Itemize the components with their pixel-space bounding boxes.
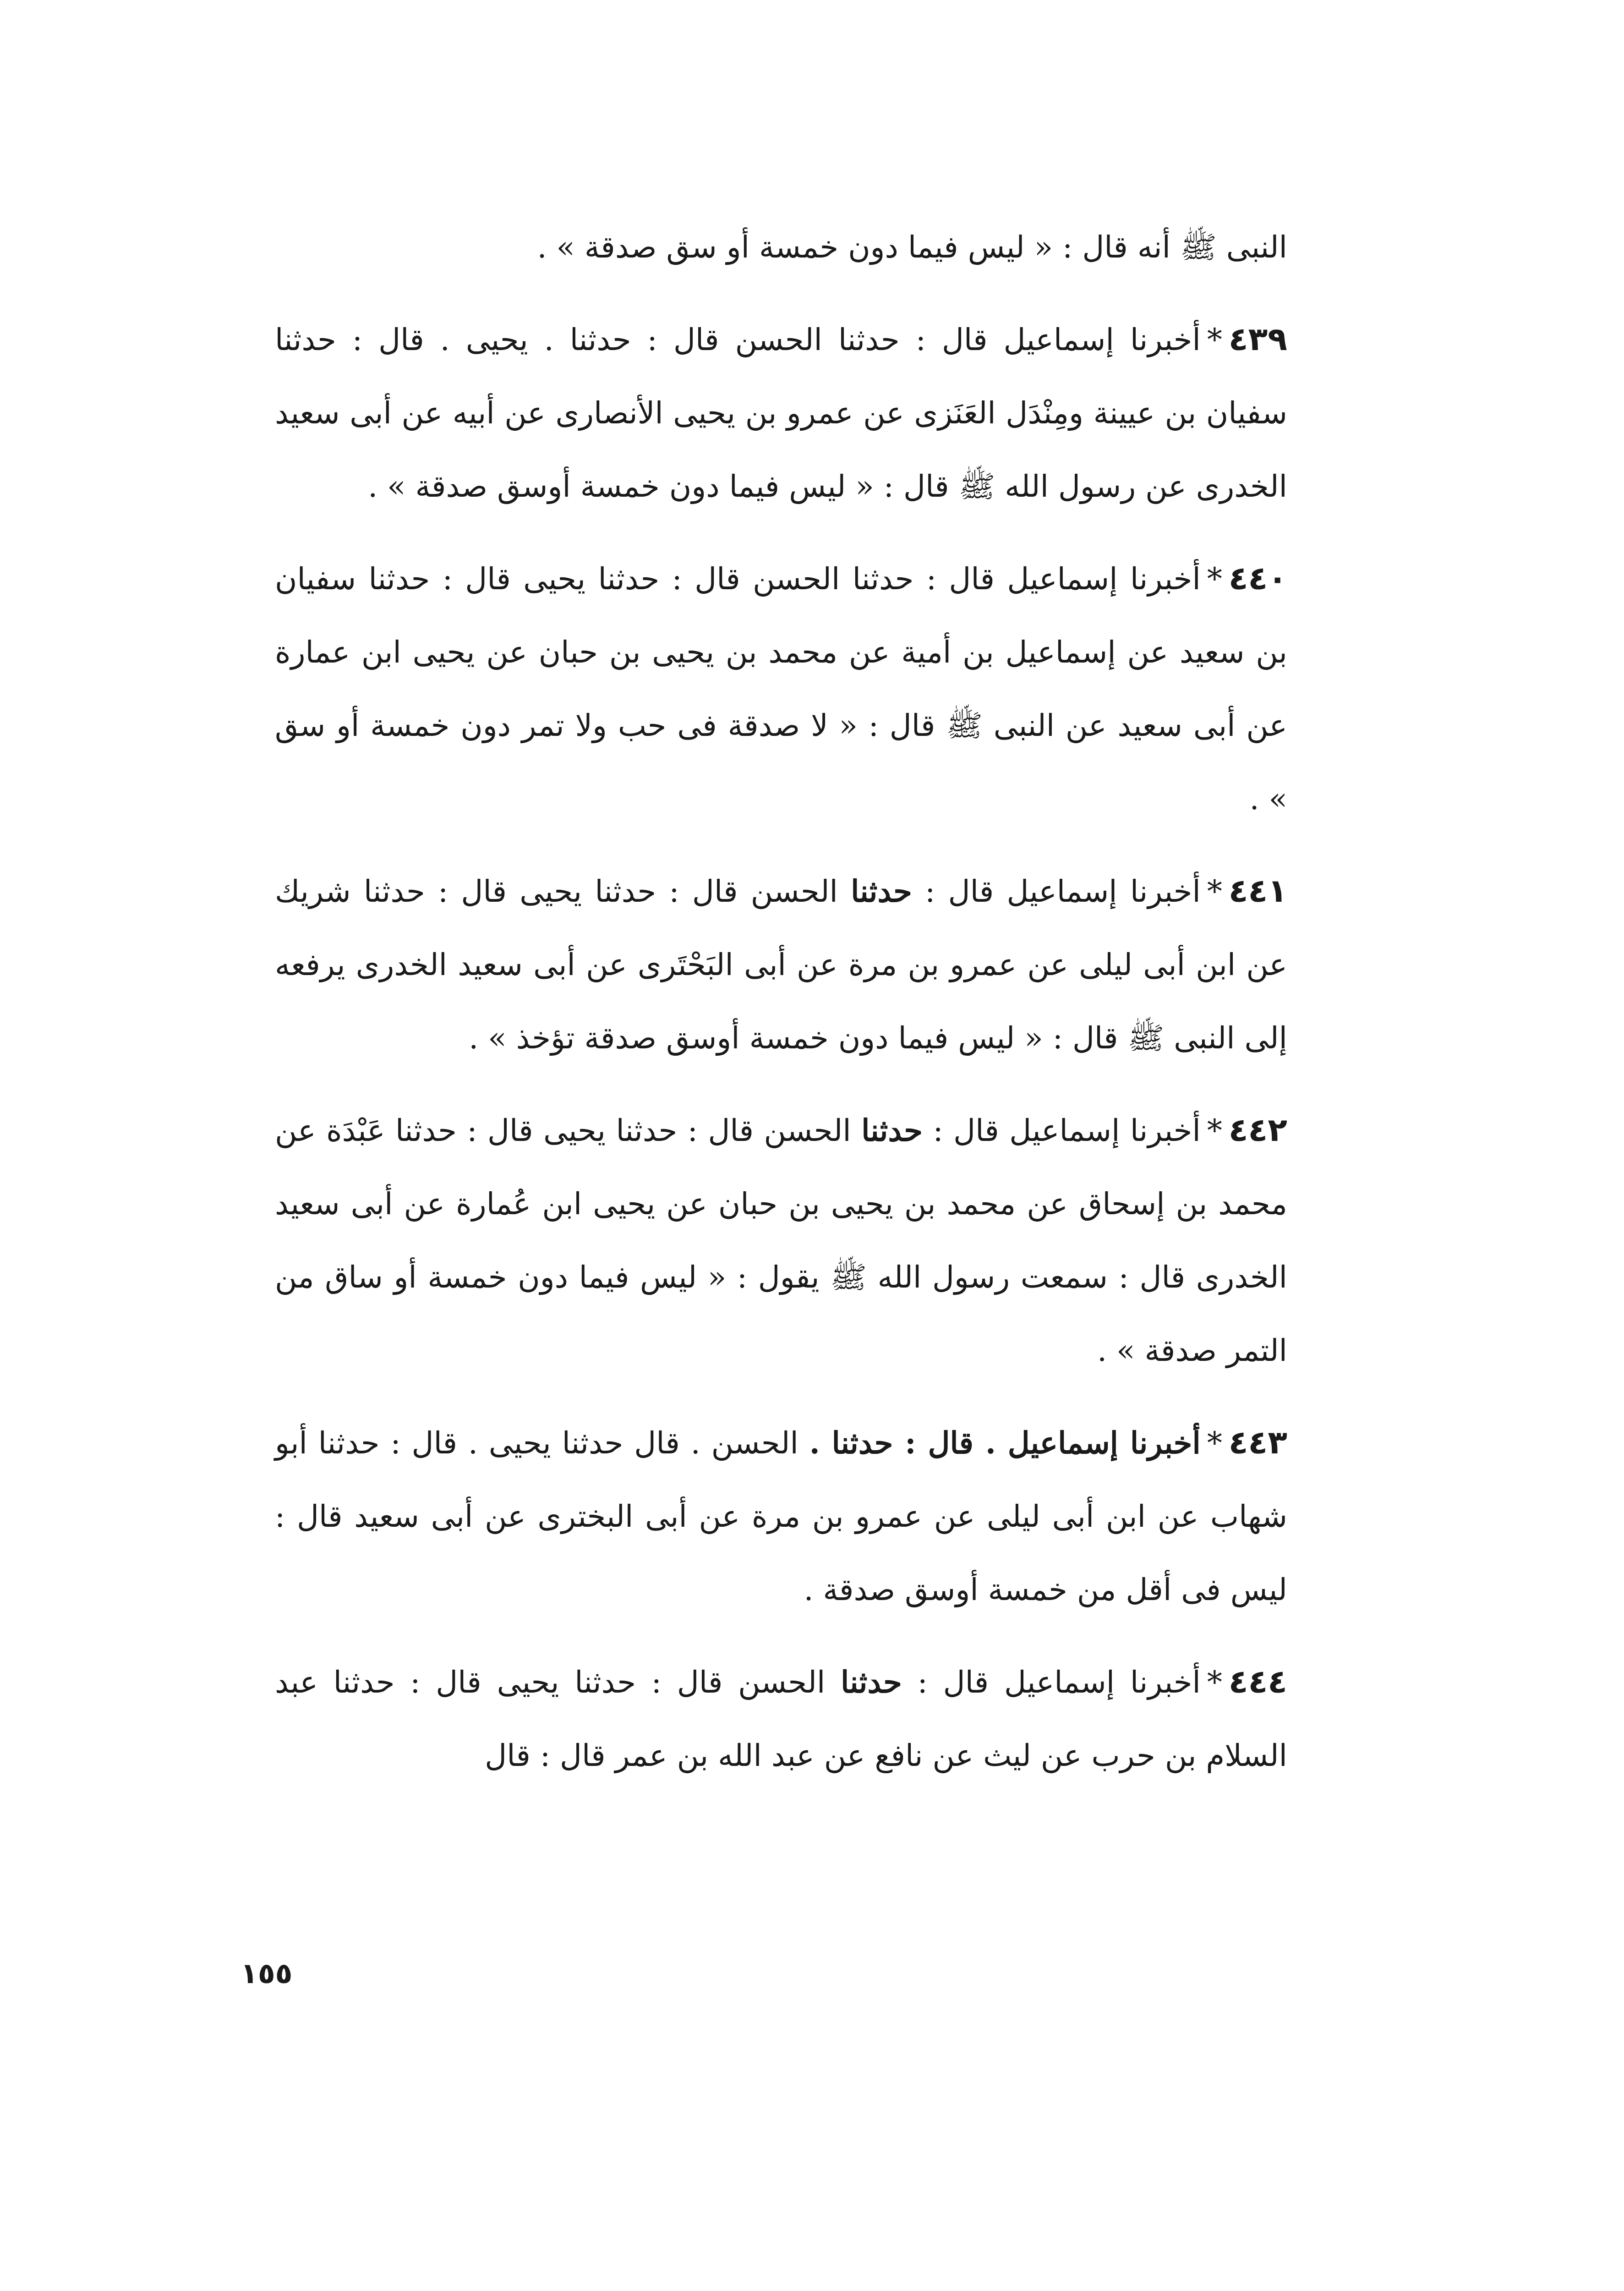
hadith-entry-440 [275,542,1287,836]
entry-star: * [1207,1113,1222,1148]
entry-number: ٤٤١ [1228,872,1287,910]
entry-number: ٤٣٩ [1228,320,1287,358]
entry-text-start: أخبرنا إسماعيل قال : [917,1665,1201,1700]
entry-text-rest: الحسن قال : حدثنا يحيى قال : حدثنا عَبْدَة عن محمد بن إسحاق عن محمد بن يحيى بن حبان عن يحيى ابن عُمارة عن أبى سعيد الخدرى قال : سمعت رسول الله ﷺ يقول : « ليس فيما دون خمسة أو ساق من التمر صدقة » . [275,1113,1287,1368]
entry-text-start: أخبرنا إسماعيل قال : [925,874,1201,909]
hadith-entry-443 [275,1406,1287,1627]
entry-bold-word: حدثنا [841,1664,902,1700]
entry-star: * [1207,1665,1222,1700]
continuation-text: النبى ﷺ أنه قال : « ليس فيما دون خمسة أو سق صدقة » . [537,230,1287,265]
entry-bold-word: حدثنا [851,873,912,909]
entry-star: * [1207,561,1222,597]
entry-number: ٤٤٢ [1228,1111,1288,1149]
page-number: ١٥٥ [241,1957,293,1990]
entry-text: أخبرنا إسماعيل قال : حدثنا الحسن قال : حدثنا يحيى قال : حدثنا سفيان بن سعيد عن إسماعيل بن أمية عن محمد بن يحيى بن حبان عن يحيى ابن عمارة عن أبى سعيد عن النبى ﷺ قال : « لا صدقة فى حب ولا تمر دون خمسة أو سق » . [275,561,1287,817]
entry-number: ٤٤٠ [1228,559,1287,597]
entry-star: * [1207,1425,1222,1461]
hadith-entry-441 [275,854,1287,1075]
entry-star: * [1207,322,1222,357]
entry-text-rest: الحسن قال : حدثنا يحيى قال : حدثنا عبد السلام بن حرب عن ليث عن نافع عن عبد الله بن عمر قال : قال [275,1665,1287,1773]
page-body [275,211,1287,1811]
entry-text-rest: الحسن قال : حدثنا يحيى قال : حدثنا شريك عن ابن أبى ليلى عن عمرو بن مرة عن أبى البَحْتَرى عن أبى سعيد الخدرى يرفعه إلى النبى ﷺ قال : « ليس فيما دون خمسة أوسق صدقة تؤخذ » . [275,874,1287,1056]
entry-bold-word: حدثنا [861,1113,923,1148]
entry-number: ٤٤٤ [1228,1663,1288,1700]
continuation-paragraph [275,211,1287,284]
hadith-entry-439 [275,302,1287,523]
entry-number: ٤٤٣ [1228,1424,1287,1461]
entry-bold-lead: أخبرنا إسماعيل . قال : حدثنا . [809,1425,1201,1461]
entry-text: أخبرنا إسماعيل قال : حدثنا الحسن قال : حدثنا . يحيى . قال : حدثنا سفيان بن عيينة ومِنْدَل العَنَزى عن عمرو بن يحيى الأنصارى عن أبيه عن أبى سعيد الخدرى عن رسول الله ﷺ قال : « ليس فيما دون خمسة أوسق صدقة » . [275,322,1287,504]
hadith-entry-444 [275,1645,1287,1792]
entry-text-start: أخبرنا إسماعيل قال : [933,1113,1201,1148]
hadith-entry-442 [275,1093,1287,1387]
entry-star: * [1207,874,1222,909]
entry-text: الحسن . قال حدثنا يحيى . قال : حدثنا أبو شهاب عن ابن أبى ليلى عن عمرو بن مرة عن أبى البخترى عن أبى سعيد قال : ليس فى أقل من خمسة أوسق صدقة . [275,1425,1287,1607]
